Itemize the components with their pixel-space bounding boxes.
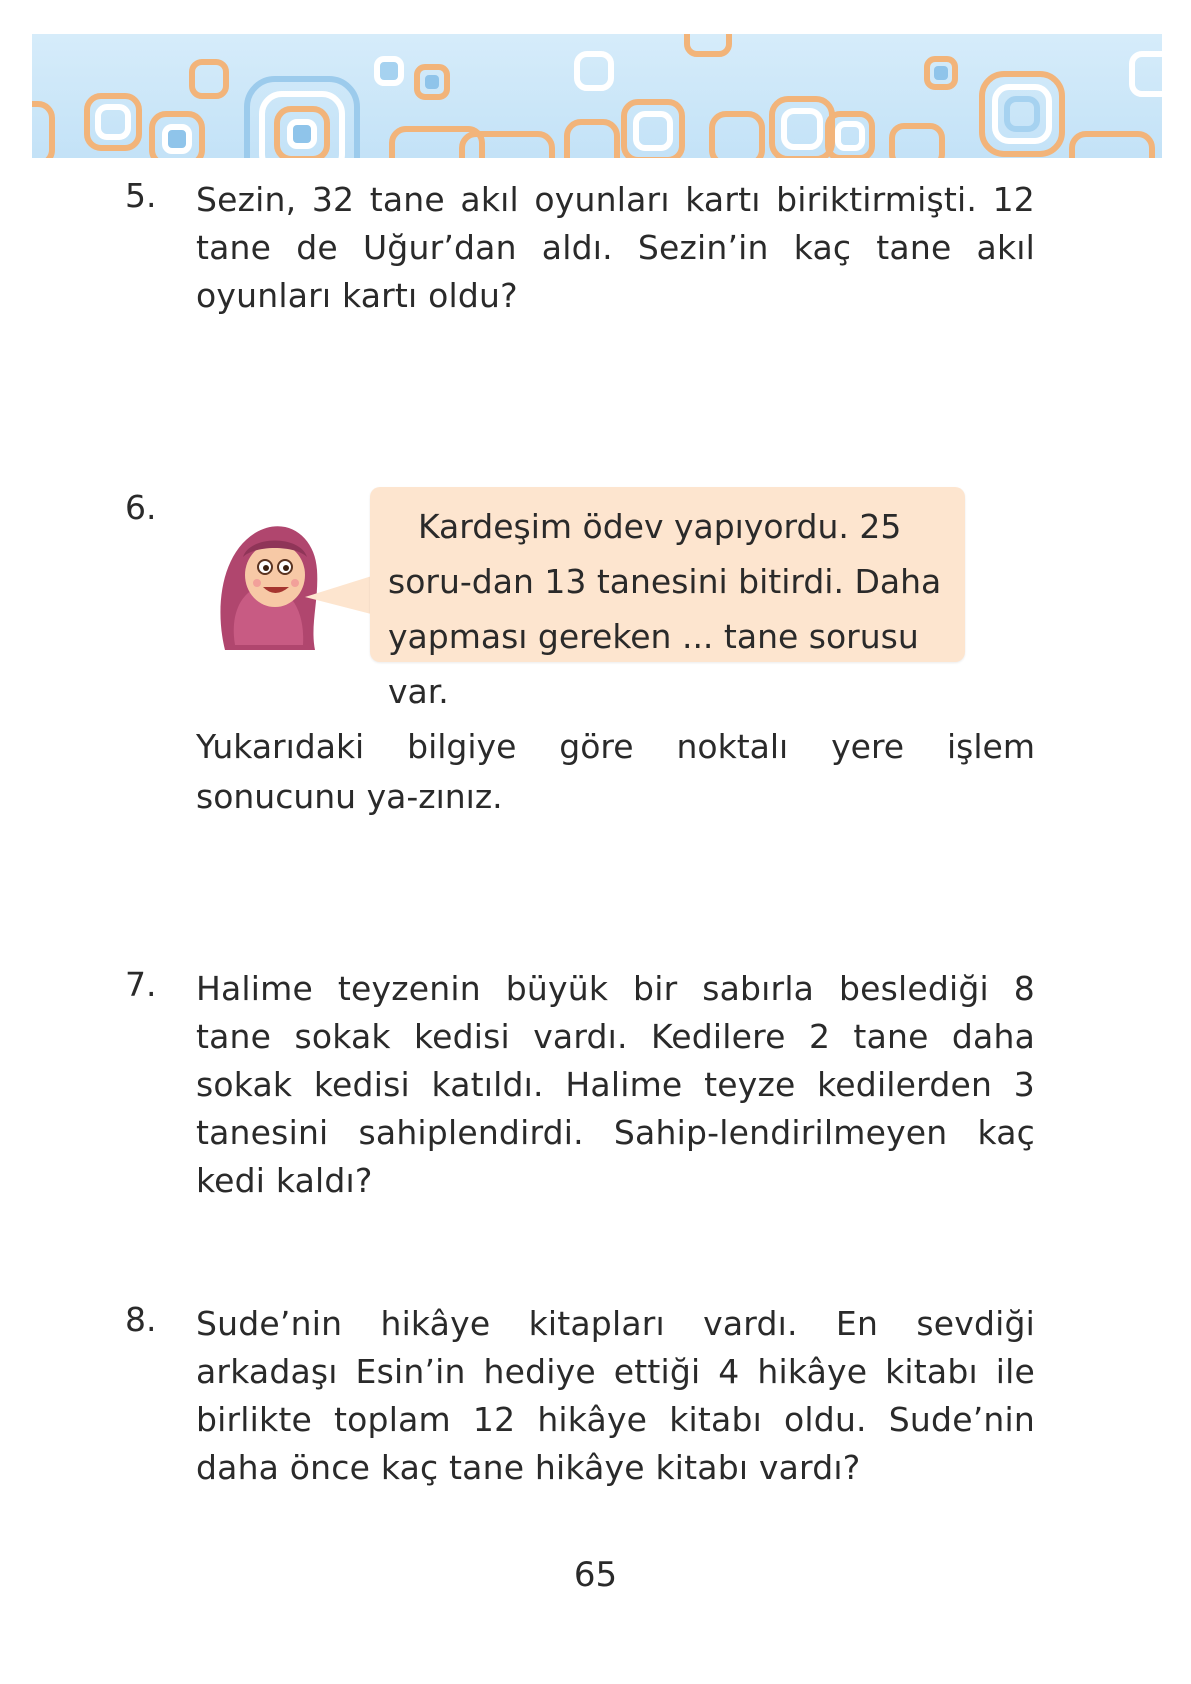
speech-illustration <box>185 475 985 711</box>
speech-bubble <box>370 487 965 711</box>
question-number: 8. <box>125 1300 157 1339</box>
speech-text: Kardeşim ödev yapıyordu. 25 soru-dan 13 tanesini bitirdi. Daha yapması gereken ... tane sorusu var. <box>388 507 942 711</box>
speech-bubble-tail <box>305 575 375 615</box>
header-banner <box>32 34 1162 158</box>
question-number: 7. <box>125 965 157 1004</box>
question-6-instruction: Yukarıdaki bilgiye göre noktalı yere işlem sonucunu ya-zınız. <box>196 727 1035 816</box>
decorative-squares-pattern <box>32 34 1162 158</box>
question-text: Sude’nin hikâye kitapları vardı. En sevdiği arkadaşı Esin’in hediye ettiği 4 hikâye kitabı ile birlikte toplam 12 hikâye kitabı oldu. Sude’nin daha önce kaç tane hikâye kitabı vardı? <box>196 1304 1035 1487</box>
question-number: 5. <box>125 176 157 215</box>
page-number: 65 <box>573 1555 618 1595</box>
question-text: Sezin, 32 tane akıl oyunları kartı biriktirmişti. 12 tane de Uğur’dan aldı. Sezin’in kaç tane akıl oyunları kartı oldu? <box>196 180 1035 315</box>
question-text: Halime teyzenin büyük bir sabırla beslediği 8 tane sokak kedisi vardı. Kedilere 2 tane daha sokak kedisi katıldı. Halime teyze kedilerden 3 tanesini sahiplendirdi. Sahip-lendirilmeyen kaç kedi kaldı? <box>196 969 1035 1200</box>
question-number: 6. <box>125 488 157 527</box>
